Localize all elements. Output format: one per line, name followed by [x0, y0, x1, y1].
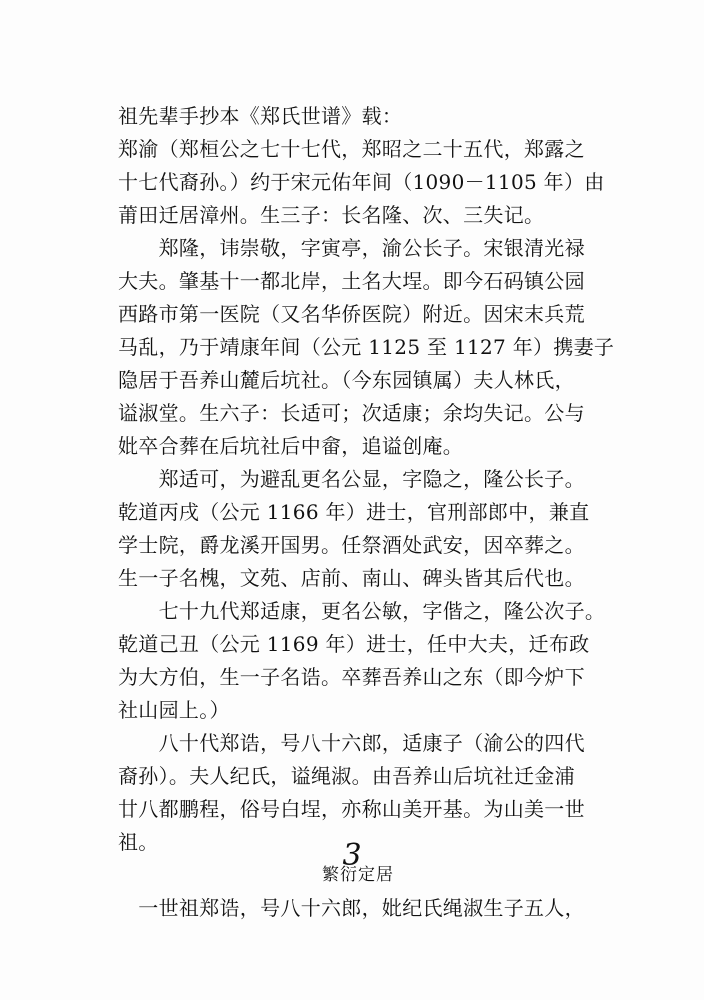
text-line: 妣卒合葬在后坑社后中畲，追谥创庵。 — [118, 434, 464, 458]
text-line: 郑渝（郑桓公之七十七代，郑昭之二十五代，郑露之 — [118, 137, 585, 161]
text-line: 大夫。肇基十一都北岸，土名大埕。即今石码镇公园 — [118, 269, 585, 293]
text-line: 西路市第一医院（又名华侨医院）附近。因宋末兵荒 — [118, 302, 585, 326]
text-line: 学士院，爵龙溪开国男。任祭酒处武安，因卒葬之。 — [118, 533, 585, 557]
text-line: 廿八都鹏程，俗号白埕，亦称山美开基。为山美一世 — [118, 797, 585, 821]
text-line: 八十代郑诰，号八十六郎，适康子（渝公的四代 — [118, 731, 585, 755]
text-line: 一世祖郑诰，号八十六郎，妣纪氏绳淑生子五人， — [118, 896, 585, 920]
text-line: 郑隆，讳崇敬，字寅亭，渝公长子。宋银清光禄 — [118, 236, 585, 260]
body-text — [118, 100, 615, 925]
text-line: 为大方伯，生一子名诰。卒葬吾养山之东（即今炉下 — [118, 665, 585, 689]
text-line: 祖。 — [118, 830, 159, 854]
text-line: 社山园上。） — [118, 698, 230, 722]
page-number: 3 — [342, 838, 362, 873]
text-line: 祖先辈手抄本《郑氏世谱》载： — [118, 104, 403, 128]
text-line: 乾道己丑（公元 1169 年）进士，任中大夫，迁布政 — [118, 632, 590, 656]
text-line: 十七代裔孙。）约于宋元佑年间（1090－1105 年）由 — [118, 170, 605, 194]
text-line: 乾道丙戌（公元 1166 年）进士，官刑部郎中，兼直 — [118, 500, 590, 524]
text-line: 谥淑堂。生六子：长适可；次适康；余均失记。公与 — [118, 401, 585, 425]
section-heading: 繁衍定居 — [322, 865, 394, 885]
text-line: 隐居于吾养山麓后坑社。（今东园镇属）夫人林氏， — [118, 368, 575, 392]
text-line: 生一子名槐，文苑、店前、南山、碑头皆其后代也。 — [118, 566, 585, 590]
text-line: 七十九代郑适康，更名公敏，字偕之，隆公次子。 — [118, 599, 606, 623]
text-line: 马乱，乃于靖康年间（公元 1125 至 1127 年）携妻子 — [118, 335, 615, 359]
text-line: 郑适可，为避乱更名公显，字隐之，隆公长子。 — [118, 467, 585, 491]
text-line: 莆田迁居漳州。生三子：长名隆、次、三失记。 — [118, 203, 545, 227]
text-line: 裔孙）。夫人纪氏，谥绳淑。由吾养山后坑社迁金浦 — [118, 764, 575, 788]
